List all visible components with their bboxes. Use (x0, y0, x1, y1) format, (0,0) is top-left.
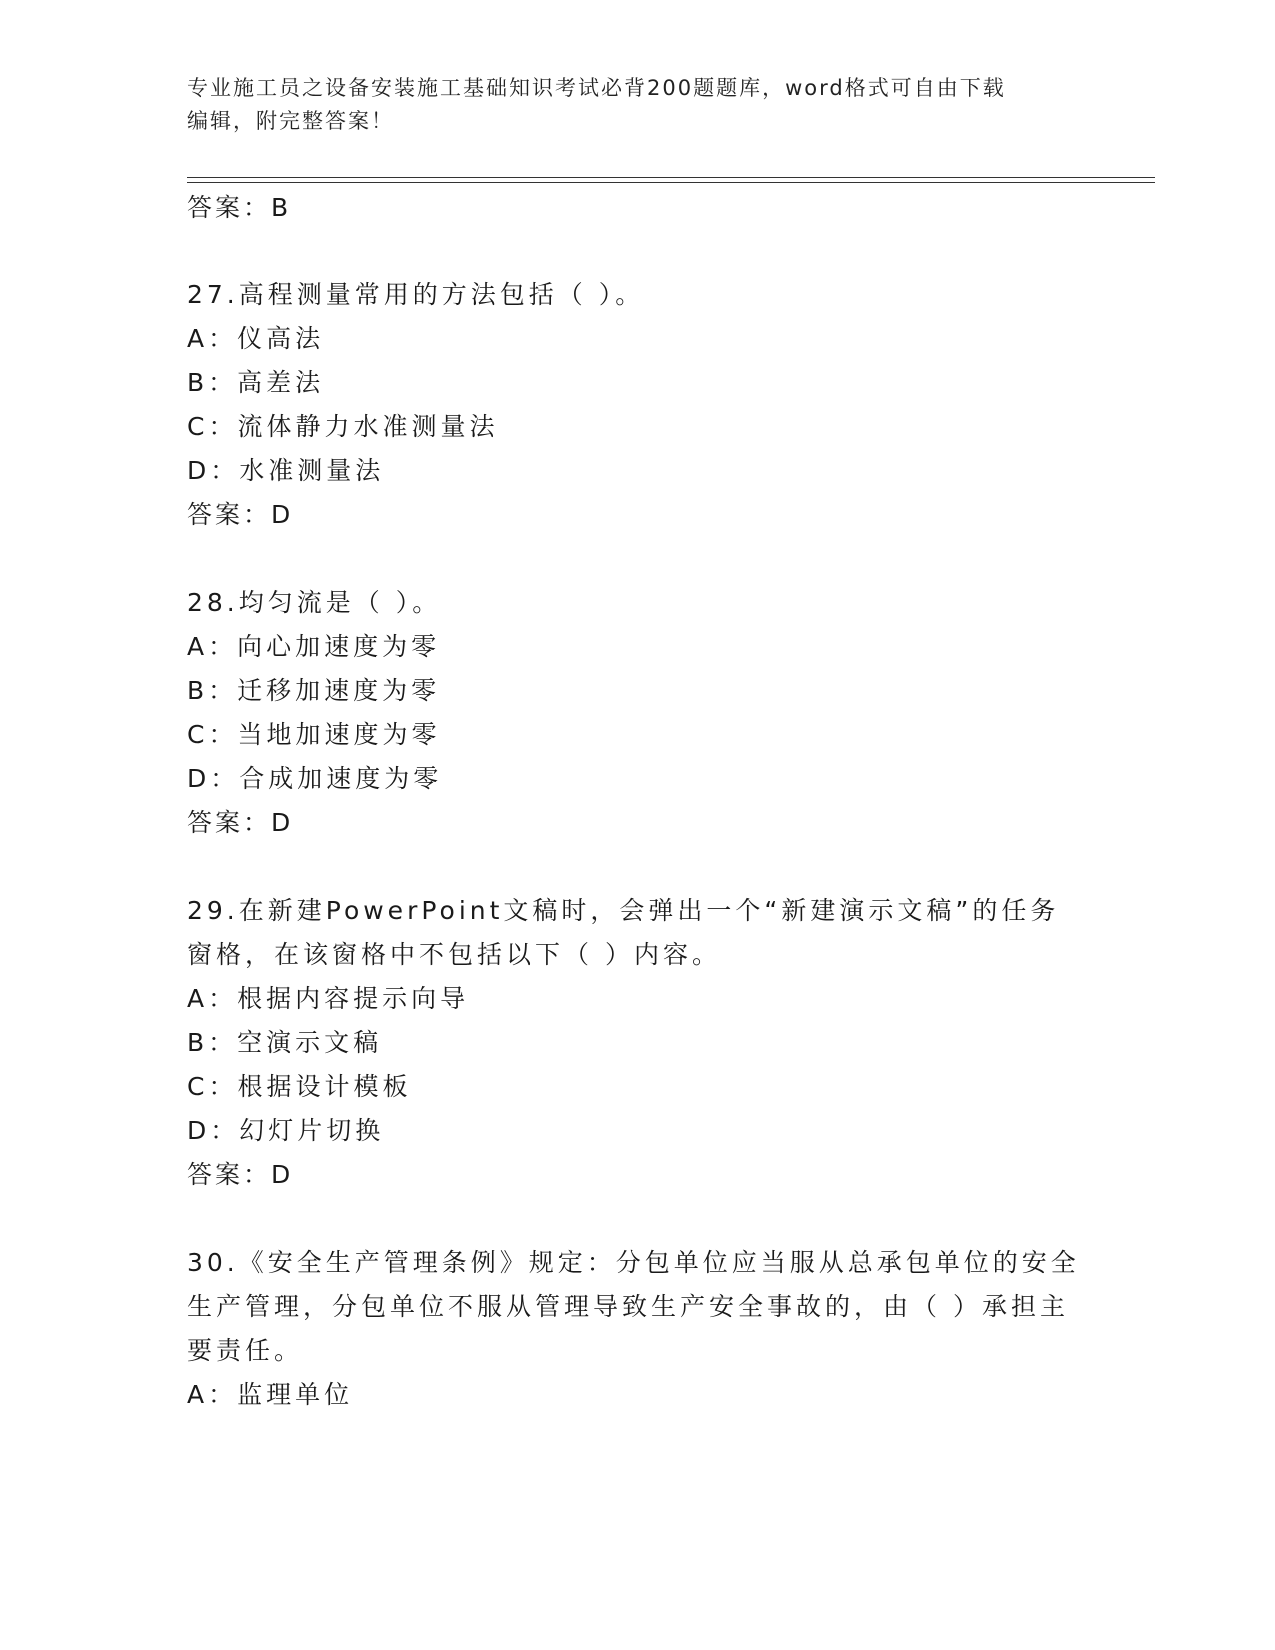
header-divider-bottom (187, 182, 1155, 183)
option-d: D：幻灯片切换 (187, 1116, 385, 1145)
header-divider-top (187, 177, 1155, 178)
answer-label: 答案：D (187, 1160, 294, 1189)
option-b: B：高差法 (187, 368, 325, 397)
option-d: D：合成加速度为零 (187, 764, 443, 793)
option-c: C：流体静力水准测量法 (187, 412, 499, 441)
answer-label: 答案：B (187, 193, 292, 222)
option-a: A：根据内容提示向导 (187, 984, 470, 1013)
question-stem-line-2: 窗格，在该窗格中不包括以下（ ）内容。 (187, 940, 721, 969)
option-c: C：根据设计模板 (187, 1072, 412, 1101)
question-stem-line-2: 生产管理，分包单位不服从管理导致生产安全事故的，由（ ）承担主 (187, 1292, 1069, 1321)
option-a: A：向心加速度为零 (187, 632, 441, 661)
question-stem: 28.均匀流是（ ）。 (187, 588, 442, 617)
question-stem-line-1: 29.在新建PowerPoint文稿时，会弹出一个“新建演示文稿”的任务 (187, 896, 1060, 925)
answer-label: 答案：D (187, 500, 294, 529)
question-stem-line-3: 要责任。 (187, 1336, 304, 1365)
option-a: A：监理单位 (187, 1380, 354, 1409)
option-c: C：当地加速度为零 (187, 720, 441, 749)
document-header (187, 72, 1067, 138)
option-b: B：空演示文稿 (187, 1028, 383, 1057)
option-b: B：迁移加速度为零 (187, 676, 441, 705)
option-d: D：水准测量法 (187, 456, 385, 485)
header-line-2: 编辑，附完整答案！ (187, 109, 394, 133)
question-stem-line-1: 30.《安全生产管理条例》规定：分包单位应当服从总承包单位的安全 (187, 1248, 1080, 1277)
answer-label: 答案：D (187, 808, 294, 837)
question-stem: 27.高程测量常用的方法包括（ ）。 (187, 280, 645, 309)
header-line-1: 专业施工员之设备安装施工基础知识考试必背200题题库，word格式可自由下载 (187, 76, 1006, 100)
option-a: A：仪高法 (187, 324, 325, 353)
